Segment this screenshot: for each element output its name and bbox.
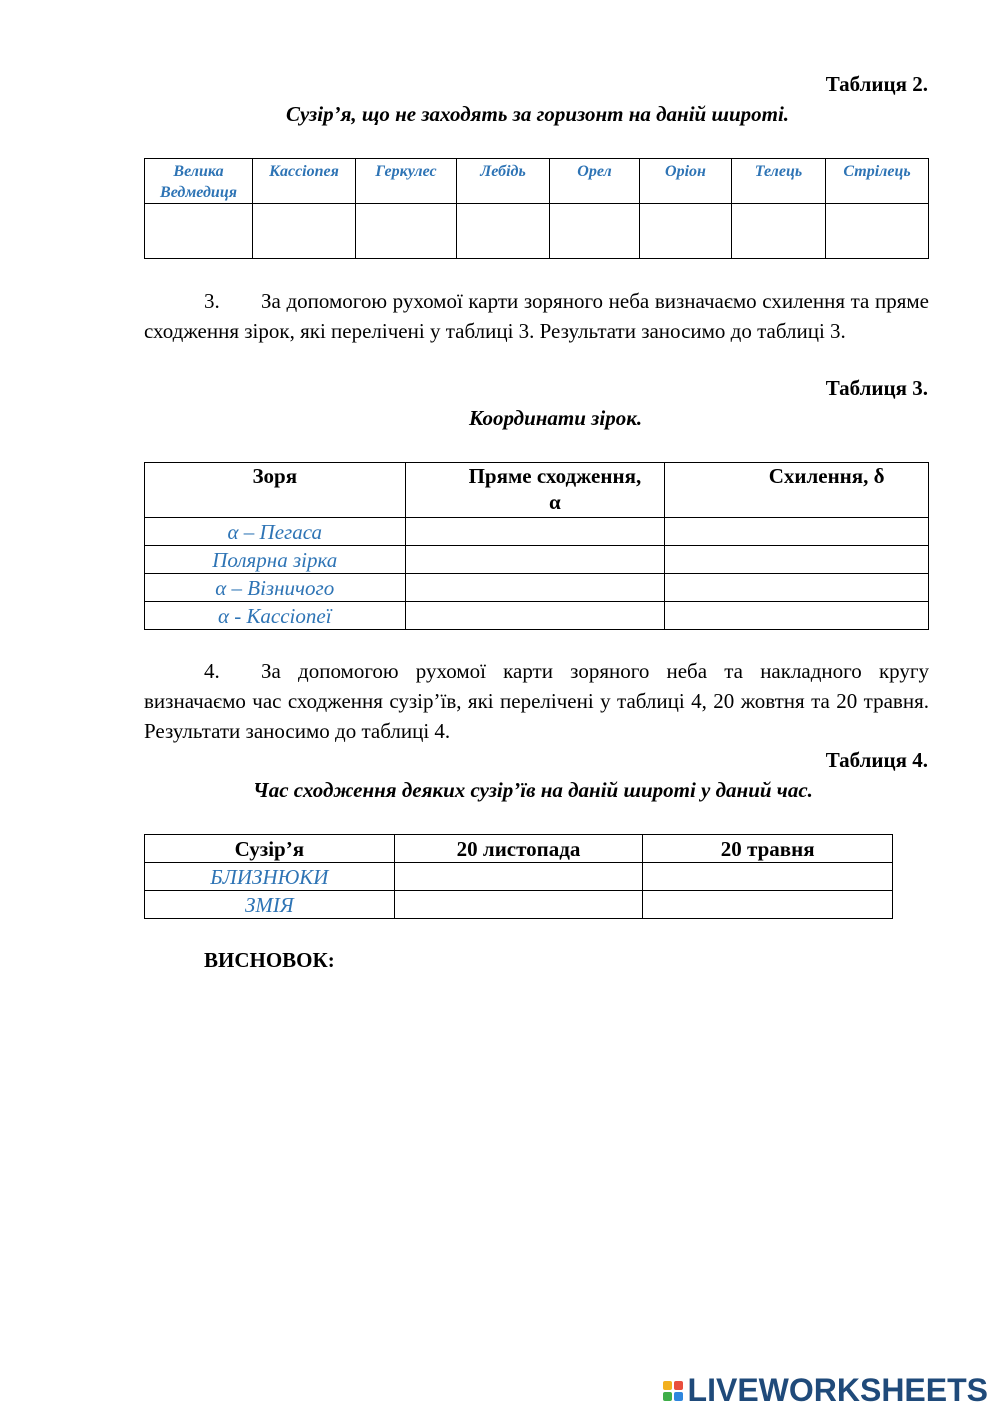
table4-answer-cell[interactable] — [394, 863, 643, 891]
logo-tile — [674, 1392, 683, 1401]
table3-answer-cell[interactable] — [665, 518, 929, 546]
paragraph-3-text: За допомогою рухомої карти зоряного неба визначаємо схилення та пряме сходження зірок, які перелічені у таблиці 3. Результати заносимо до таблиці 3. — [144, 289, 929, 343]
table3-answer-cell[interactable] — [665, 602, 929, 630]
table2-header: Геркулес — [356, 159, 457, 204]
table2-header: Оріон — [640, 159, 732, 204]
table2-header: Велика Ведмедиця — [145, 159, 253, 204]
table4-answer-cell[interactable] — [394, 891, 643, 919]
table3-header-star: Зоря — [145, 463, 406, 518]
table2-answer-cell[interactable] — [457, 204, 550, 259]
table2-answer-cell[interactable] — [732, 204, 826, 259]
table2-answer-cell[interactable] — [356, 204, 457, 259]
table3-header-dec: Схилення, δ — [665, 463, 929, 518]
paragraph-4-text: За допомогою рухомої карти зоряного неба та накладного кругу визначаємо час сходження сузір’їв, які перелічені у таблиці 4, 20 жовтня та 20 травня. Результати заносимо до таблиці 4. — [144, 659, 929, 743]
table4-answer-cell[interactable] — [643, 863, 893, 891]
table2-header: Стрілець — [826, 159, 929, 204]
logo-tile — [663, 1392, 672, 1401]
table2-answer-cell[interactable] — [640, 204, 732, 259]
conclusion-heading: ВИСНОВОК: — [204, 948, 335, 972]
liveworksheets-logo — [663, 1372, 988, 1409]
table3-star-name: Полярна зірка — [145, 546, 406, 574]
table2 — [144, 158, 929, 259]
logo-text: LIVEWORKSHEETS — [687, 1372, 988, 1408]
table3-header-ra: Пряме сходження, α — [405, 463, 665, 518]
paragraph-4 — [144, 656, 929, 746]
table4-header-constellation: Сузір’я — [145, 835, 395, 863]
table2-caption: Таблиця 2. — [825, 72, 928, 96]
table2-header: Кассіопея — [253, 159, 356, 204]
table2-header: Телець — [732, 159, 826, 204]
paragraph-4-number: 4. — [204, 659, 220, 683]
table3-answer-cell[interactable] — [665, 546, 929, 574]
table3-answer-cell[interactable] — [665, 574, 929, 602]
table2-answer-cell[interactable] — [826, 204, 929, 259]
logo-tile — [674, 1381, 683, 1390]
table4-caption: Таблиця 4. — [825, 748, 928, 772]
table3-star-name: α – Пегаса — [145, 518, 406, 546]
table3-answer-cell[interactable] — [405, 518, 665, 546]
table2-answer-cell[interactable] — [253, 204, 356, 259]
table2-answer-cell[interactable] — [550, 204, 640, 259]
table3-star-name: α – Візничого — [145, 574, 406, 602]
table4 — [144, 834, 893, 919]
table3-answer-cell[interactable] — [405, 602, 665, 630]
table3-caption: Таблиця 3. — [825, 376, 928, 400]
table3 — [144, 462, 929, 630]
logo-mark-icon — [663, 1381, 683, 1401]
paragraph-3 — [144, 286, 929, 346]
paragraph-3-number: 3. — [204, 289, 220, 313]
table2-header: Орел — [550, 159, 640, 204]
table3-star-name: α - Кассіопеї — [145, 602, 406, 630]
table3-answer-cell[interactable] — [405, 546, 665, 574]
table2-header: Лебідь — [457, 159, 550, 204]
logo-tile — [663, 1381, 672, 1390]
table3-answer-cell[interactable] — [405, 574, 665, 602]
table4-answer-cell[interactable] — [643, 891, 893, 919]
table4-constellation-name: БЛИЗНЮКИ — [145, 863, 395, 891]
table4-header-may: 20 травня — [643, 835, 893, 863]
table2-title: Сузір’я, що не заходять за горизонт на даній широті. — [286, 102, 790, 126]
table3-title: Координати зірок. — [469, 406, 643, 430]
table4-title: Час сходження деяких сузір’їв на даній широті у даний час. — [253, 778, 813, 802]
table4-header-november: 20 листопада — [394, 835, 643, 863]
table2-answer-cell[interactable] — [145, 204, 253, 259]
table4-constellation-name: ЗМІЯ — [145, 891, 395, 919]
